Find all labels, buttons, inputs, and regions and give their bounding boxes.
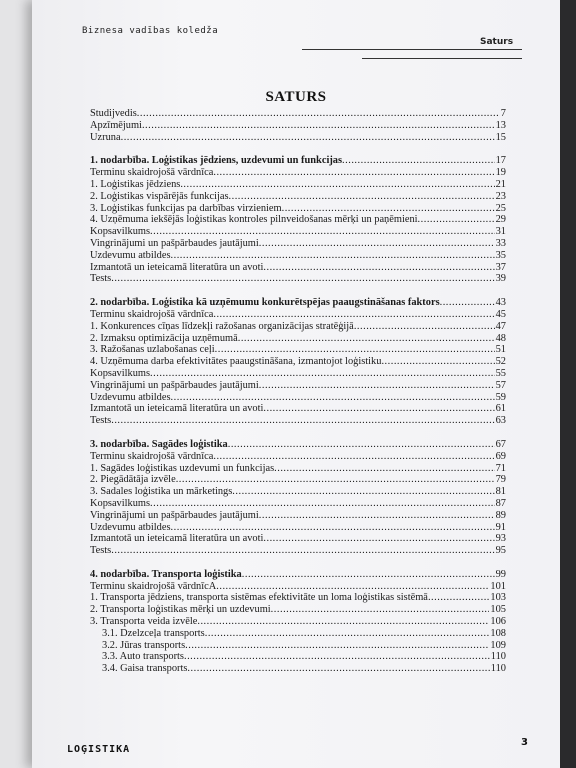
toc-chapter: [90, 155, 506, 167]
toc-entry: [90, 203, 506, 215]
toc-label: Tests: [90, 415, 112, 427]
toc-label: 3. Loģistikas funkcijas pa darbības virzieniem: [90, 202, 282, 214]
toc-label: 3. Sadales loģistika un mārketings: [90, 486, 233, 498]
toc-page: 43: [495, 297, 506, 309]
toc-label: 3.2. Jūras transports: [102, 639, 186, 651]
toc-leader: [259, 510, 495, 522]
header-section-name: Saturs: [480, 37, 514, 47]
toc-label: 4. Uzņēmuma darba efektivitātes paaugstināšana, izmantojot loģistiku: [90, 356, 382, 368]
toc-label: 2. nodarbība. Loģistika kā uzņēmumu konkurētspējas paaugstināšanas faktors: [90, 297, 440, 309]
toc-entry: [90, 309, 506, 321]
toc-page: 71: [495, 462, 506, 474]
toc-entry: [90, 120, 506, 132]
toc-entry: [90, 604, 506, 616]
toc-leader: [418, 214, 495, 226]
toc-label: Izmantotā un ieteicamā literatūra un avoti: [90, 403, 264, 415]
toc-page: 99: [495, 568, 506, 580]
toc-entry: [90, 463, 506, 475]
toc-leader: [121, 132, 495, 144]
toc-leader: [263, 262, 494, 274]
toc-entry: [90, 321, 506, 333]
toc-leader: [187, 663, 489, 675]
toc-label: 4. nodarbība. Transporta loģistika: [90, 568, 242, 580]
toc-leader: [180, 179, 494, 191]
toc-leader: [171, 392, 495, 404]
toc-leader: [259, 380, 495, 392]
toc-entry: [90, 238, 506, 250]
toc-label: 2. Piegādātāja izvēle: [90, 474, 176, 486]
toc-page: 21: [495, 178, 506, 190]
toc-page: 110: [490, 663, 506, 675]
toc-page: 106: [490, 616, 506, 628]
toc-label: Kopsavilkums: [90, 226, 151, 238]
toc-label: Uzdevumu atbildes: [90, 521, 171, 533]
toc-label: Apzīmējumi: [90, 119, 142, 131]
toc-entry: [90, 628, 506, 640]
toc-page: 109: [490, 639, 506, 651]
toc-label: Studijvedis: [90, 108, 137, 119]
toc-page: 105: [490, 604, 506, 616]
toc-page: 101: [490, 580, 506, 592]
toc-page: 51: [495, 344, 506, 356]
toc-page: 95: [495, 545, 506, 557]
toc-label: 1. Loģistikas jēdziens: [90, 178, 181, 190]
toc-entry: [90, 651, 506, 663]
toc-entry: [90, 663, 506, 675]
toc-leader: [171, 522, 495, 534]
toc-page: 39: [495, 273, 506, 285]
toc-page: 52: [495, 356, 506, 368]
toc-label: 2. Izmaksu optimizācija uzņēmumā: [90, 332, 238, 344]
toc-entry: [90, 545, 506, 557]
toc-leader: [213, 167, 494, 179]
toc-entry: [90, 498, 506, 510]
toc-leader: [354, 321, 495, 333]
header-rule-bottom: [362, 58, 522, 59]
toc-page: 19: [495, 167, 506, 179]
toc-leader: [271, 604, 490, 616]
toc-page: 25: [495, 202, 506, 214]
toc-label: 1. Sagādes loģistikas uzdevumi un funkcijas: [90, 462, 275, 474]
toc-page: 93: [495, 533, 506, 545]
toc-leader: [213, 451, 494, 463]
toc-entry: [90, 581, 506, 593]
toc-page: 47: [495, 320, 506, 332]
toc-page: 108: [490, 627, 506, 639]
toc-entry: [90, 380, 506, 392]
toc-leader: [282, 203, 495, 215]
document-page: [32, 0, 560, 768]
toc-page: 55: [495, 367, 506, 379]
toc-label: Uzruna: [90, 131, 121, 143]
toc-page: 15: [495, 131, 506, 143]
toc-leader: [150, 226, 495, 238]
toc-page: 48: [495, 332, 506, 344]
toc-label: 3. Transporta veida izvēle: [90, 616, 198, 628]
toc-entry: [90, 486, 506, 498]
toc-entry: [90, 191, 506, 203]
toc-leader: [171, 250, 495, 262]
toc-leader: [232, 486, 494, 498]
toc-page: 29: [495, 214, 506, 226]
toc-leader: [242, 569, 495, 581]
toc-leader: [440, 297, 495, 309]
toc-entry: [90, 214, 506, 226]
toc-leader: [150, 368, 495, 380]
toc-page: 33: [495, 237, 506, 249]
toc-leader: [176, 474, 495, 486]
toc-label: Izmantotā un ieteicamā literatūra un avoti: [90, 261, 264, 273]
toc-leader: [238, 333, 495, 345]
toc-entry: [90, 474, 506, 486]
toc-entry: [90, 403, 506, 415]
toc-entry: [90, 616, 506, 628]
footer-page-number: 3: [521, 737, 528, 748]
toc-label: Terminu skaidrojošā vārdnīcA: [90, 580, 217, 592]
toc-label: 2. Transporta loģistikas mērķi un uzdevumi: [90, 604, 271, 616]
toc-leader: [150, 498, 495, 510]
toc-page: 31: [495, 226, 506, 238]
toc-entry: [90, 179, 506, 191]
toc-entry: [90, 451, 506, 463]
toc-leader: [228, 439, 495, 451]
toc-page: 87: [495, 497, 506, 509]
toc-page: 69: [495, 450, 506, 462]
toc-leader: [137, 108, 500, 120]
toc-entry: [90, 262, 506, 274]
toc-entry: [90, 226, 506, 238]
toc-chapter: [90, 439, 506, 451]
toc-chapter: [90, 569, 506, 581]
toc-leader: [213, 309, 494, 321]
toc-entry: [90, 132, 506, 144]
toc-entry: [90, 356, 506, 368]
toc-chapter: [90, 297, 506, 309]
toc-label: Terminu skaidrojošā vārdnīca: [90, 167, 214, 179]
toc-entry: [90, 368, 506, 380]
toc-page: 89: [495, 509, 506, 521]
toc-leader: [215, 344, 495, 356]
toc-entry: [90, 522, 506, 534]
toc-entry: [90, 167, 506, 179]
header-college-name: Biznesa vadības koledža: [82, 26, 219, 36]
toc-label: Tests: [90, 545, 112, 557]
toc-entry: [90, 250, 506, 262]
toc-label: 2. Loģistikas vispārējās funkcijas: [90, 190, 229, 202]
toc-label: Tests: [90, 273, 112, 285]
toc-label: Vingrinājumi un pašpārbaudes jautājumi: [90, 379, 259, 391]
toc-leader: [259, 238, 495, 250]
toc-page: 45: [495, 308, 506, 320]
toc-entry: [90, 108, 506, 120]
toc-leader: [184, 651, 490, 663]
toc-leader: [342, 155, 495, 167]
toc-label: Izmantotā un ieteicamā literatūra un avoti: [90, 533, 264, 545]
toc-page: 103: [490, 592, 506, 604]
toc-page: 91: [495, 521, 506, 533]
toc-page: 110: [490, 651, 506, 663]
toc-label: 3. Ražošanas uzlabošanas ceļi: [90, 344, 215, 356]
toc-leader: [142, 120, 495, 132]
toc-leader: [205, 628, 490, 640]
toc-leader: [263, 403, 494, 415]
footer-course-title: LOĢISTIKA: [67, 744, 131, 755]
toc-label: 3.4. Gaisa transports: [102, 663, 188, 675]
page-title: SATURS: [265, 89, 327, 105]
toc-label: Kopsavilkums: [90, 367, 151, 379]
toc-leader: [111, 545, 494, 557]
toc-label: 3. nodarbība. Sagādes loģistika: [90, 438, 228, 450]
table-of-contents: [90, 108, 506, 675]
toc-leader: [185, 640, 489, 652]
toc-entry: [90, 333, 506, 345]
toc-entry: [90, 533, 506, 545]
toc-page: 81: [495, 486, 506, 498]
toc-label: 1. Konkurences cīņas līdzekļi ražošanas organizācijas stratēģijā: [90, 320, 354, 332]
toc-leader: [111, 273, 494, 285]
toc-page: 35: [495, 249, 506, 261]
toc-leader: [428, 592, 489, 604]
header-rule-top: [302, 49, 522, 50]
toc-label: 4. Uzņēmuma iekšējās loģistikas kontroles pilnveidošanas mērķi un paņēmieni: [90, 214, 418, 226]
toc-label: Terminu skaidrojošā vārdnīca: [90, 308, 214, 320]
toc-page: 63: [495, 415, 506, 427]
toc-entry: [90, 415, 506, 427]
toc-label: Uzdevumu atbildes: [90, 391, 171, 403]
toc-leader: [111, 415, 494, 427]
toc-entry: [90, 592, 506, 604]
toc-leader: [197, 616, 489, 628]
toc-page: 67: [495, 438, 506, 450]
toc-page: 17: [495, 155, 506, 167]
toc-page: 57: [495, 379, 506, 391]
toc-page: 59: [495, 391, 506, 403]
toc-page: 7: [500, 108, 506, 119]
toc-label: 3.1. Dzelzceļa transports: [102, 627, 205, 639]
toc-page: 61: [495, 403, 506, 415]
toc-leader: [263, 533, 494, 545]
toc-entry: [90, 392, 506, 404]
toc-label: Vingrinājumi un pašpārbaudes jautājumi: [90, 509, 259, 521]
toc-label: Kopsavilkums: [90, 497, 151, 509]
toc-label: Uzdevumu atbildes: [90, 249, 171, 261]
toc-entry: [90, 510, 506, 522]
toc-page: 79: [495, 474, 506, 486]
toc-entry: [90, 273, 506, 285]
toc-label: 1. Transporta jēdziens, transporta sistēmas efektivitāte un loma loģistikas sistēmā: [90, 592, 428, 604]
toc-leader: [381, 356, 494, 368]
toc-entry: [90, 344, 506, 356]
toc-page: 37: [495, 261, 506, 273]
toc-leader: [229, 191, 495, 203]
toc-leader: [216, 581, 489, 593]
toc-label: Vingrinājumi un pašpārbaudes jautājumi: [90, 237, 259, 249]
toc-label: 1. nodarbība. Loģistikas jēdziens, uzdevumi un funkcijas: [90, 155, 343, 167]
toc-label: 3.3. Auto transports: [102, 651, 184, 663]
toc-label: Terminu skaidrojošā vārdnīca: [90, 450, 214, 462]
toc-page: 23: [495, 190, 506, 202]
toc-leader: [274, 463, 494, 475]
toc-entry: [90, 640, 506, 652]
toc-page: 13: [495, 119, 506, 131]
